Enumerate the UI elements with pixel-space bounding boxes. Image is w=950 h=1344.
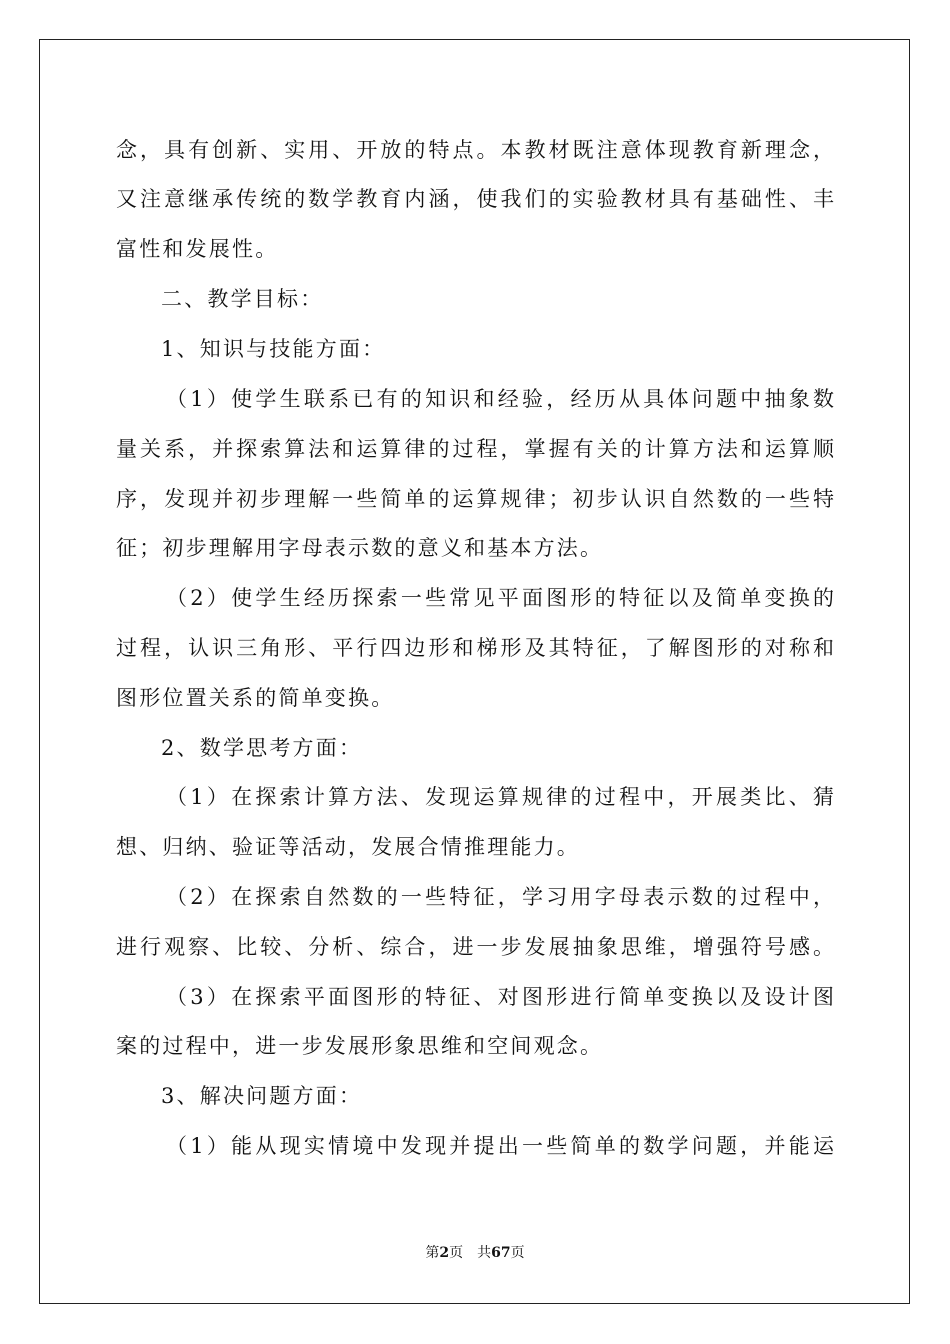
text-line: 进行观察、比较、分析、综合，进一步发展抽象思维，增强符号感。 xyxy=(116,935,834,959)
section-heading: 二、教学目标： xyxy=(161,287,324,311)
text-line: （2）在探索自然数的一些特征，学习用字母表示数的过程中， xyxy=(166,885,834,909)
text-line: 念，具有创新、实用、开放的特点。本教材既注意体现教育新理念， xyxy=(116,138,834,162)
subsection-heading: 1、知识与技能方面： xyxy=(161,337,386,361)
total-page-count: 67 xyxy=(491,1245,511,1261)
text-line: （3）在探索平面图形的特征、对图形进行简单变换以及设计图 xyxy=(166,985,834,1009)
page-footer xyxy=(0,1243,950,1263)
text-line: 图形位置关系的简单变换。 xyxy=(116,686,395,710)
subsection-heading: 2、数学思考方面： xyxy=(161,736,363,760)
page-label-suffix: 页 xyxy=(449,1245,464,1261)
text-line: （1）使学生联系已有的知识和经验，经历从具体问题中抽象数 xyxy=(166,387,834,411)
page-frame xyxy=(39,39,910,1304)
total-label-suffix: 页 xyxy=(510,1245,525,1261)
total-label-prefix: 共 xyxy=(477,1245,492,1261)
text-line: 富性和发展性。 xyxy=(116,237,279,261)
page-label-prefix: 第 xyxy=(425,1245,440,1261)
text-line: 又注意继承传统的数学教育内涵，使我们的实验教材具有基础性、丰 xyxy=(116,187,834,211)
text-line: 过程，认识三角形、平行四边形和梯形及其特征，了解图形的对称和 xyxy=(116,636,834,660)
text-line: （1）能从现实情境中发现并提出一些简单的数学问题，并能运 xyxy=(166,1134,834,1158)
current-page-number: 2 xyxy=(439,1245,450,1261)
text-line: （1）在探索计算方法、发现运算规律的过程中，开展类比、猜 xyxy=(166,785,834,809)
subsection-heading: 3、解决问题方面： xyxy=(161,1084,363,1108)
text-line: 案的过程中，进一步发展形象思维和空间观念。 xyxy=(116,1034,604,1058)
text-line: 序，发现并初步理解一些简单的运算规律；初步认识自然数的一些特 xyxy=(116,487,834,511)
text-line: 征；初步理解用字母表示数的意义和基本方法。 xyxy=(116,536,604,560)
text-line: （2）使学生经历探索一些常见平面图形的特征以及简单变换的 xyxy=(166,586,834,610)
text-line: 想、归纳、验证等活动，发展合情推理能力。 xyxy=(116,835,580,859)
text-line: 量关系，并探索算法和运算律的过程，掌握有关的计算方法和运算顺 xyxy=(116,437,834,461)
